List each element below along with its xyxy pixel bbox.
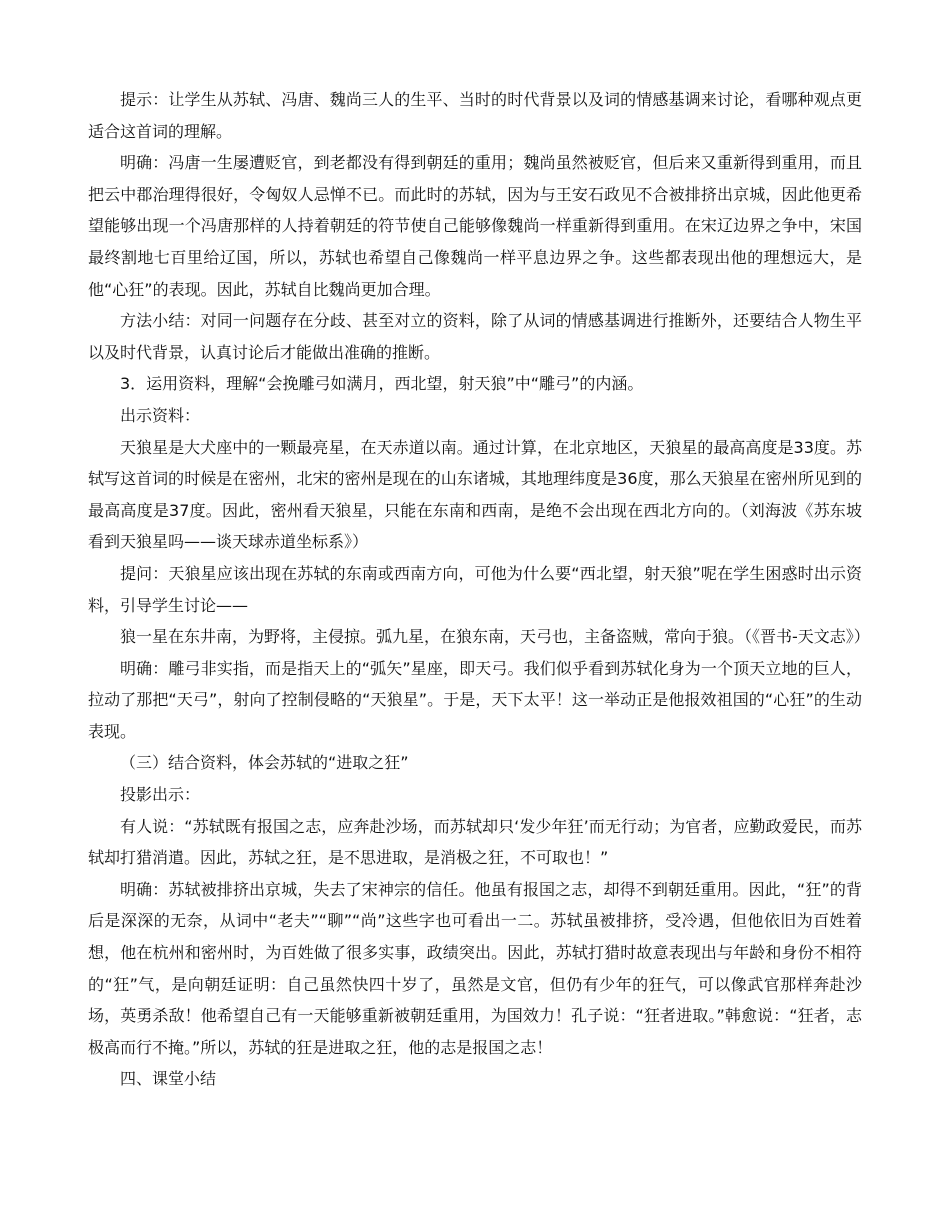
paragraph-show-material: 出示资料： <box>120 405 201 425</box>
section-heading-4: 四、课堂小结 <box>120 1069 217 1089</box>
document-body <box>88 84 870 1095</box>
paragraph-clarification-bow: 明确：雕弓非实指，而是指天上的“弧矢”星座，即天弓。我们似乎看到苏轼化身为一个顶天立地的巨人，拉动了那把“天弓”，射向了控制侵略的“天狼星”。于是，天下太平！这一举动正是他报效祖国的“心狂”的生动表现。 <box>88 658 862 741</box>
paragraph-question: 提问：天狼星应该出现在苏轼的东南或西南方向，可他为什么要“西北望，射天狼”呢在学生困惑时出示资料，引导学生讨论—— <box>88 563 862 615</box>
paragraph-someone-says: 有人说：“苏轼既有报国之志，应奔赴沙场，而苏轼却只‘发少年狂’而无行动；为官者，应勤政爱民，而苏轼却打猎消遣。因此，苏轼之狂，是不思进取，是消极之狂，不可取也！” <box>88 816 862 868</box>
paragraph-task-3: 3．运用资料，理解“会挽雕弓如满月，西北望，射天狼”中“雕弓”的内涵。 <box>120 374 644 394</box>
paragraph-jinshu-quote: 狼一星在东井南，为野将，主侵掠。弧九星，在狼东南，天弓也，主备盗贼，常向于狼。（《晋书-天文志》） <box>120 627 870 647</box>
paragraph-method-summary: 方法小结：对同一问题存在分歧、甚至对立的资料，除了从词的情感基调进行推断外，还要结合人物生平以及时代背景，认真讨论后才能做出准确的推断。 <box>88 311 862 362</box>
paragraph-clarification-feng-tang: 明确：冯唐一生屡遭贬官，到老都没有得到朝廷的重用；魏尚虽然被贬官，但后来又重新得到重用，而且把云中郡治理得很好，令匈奴人忌惮不已。而此时的苏轼，因为与王安石政见不合被排挤出京城，因此他更希望能够出现一个冯唐那样的人持着朝廷的符节使自己能够像魏尚一样重新得到重用。在宋辽边界之争中，宋国最终割地七百里给辽国，所以，苏轼也希望自己像魏尚一样平息边界之争。这些都表现出他的理想远大，是他“心狂”的表现。因此，苏轼自比魏尚更加合理。 <box>88 153 862 299</box>
paragraph-sirius-material: 天狼星是大犬座中的一颗最亮星，在天赤道以南。通过计算，在北京地区，天狼星的最高高度是33度。苏轼写这首词的时候是在密州，北宋的密州是现在的山东诸城，其地理纬度是36度，那么天狼星在密州所见到的最高高度是37度。因此，密州看天狼星，只能在东南和西南，是绝不会出现在西北方向的。（刘海波《苏东坡看到天狼星吗——谈天球赤道坐标系》） <box>88 437 862 552</box>
paragraph-projection: 投影出示： <box>120 785 201 805</box>
paragraph-hint: 提示：让学生从苏轼、冯唐、魏尚三人的生平、当时的时代背景以及词的情感基调来讨论，看哪种观点更适合这首词的理解。 <box>88 90 862 141</box>
section-heading-3: （三）结合资料，体会苏轼的“进取之狂” <box>120 753 409 773</box>
paragraph-clarification-ambition: 明确：苏轼被排挤出京城，失去了宋神宗的信任。他虽有报国之志，却得不到朝廷重用。因此，“狂”的背后是深深的无奈，从词中“老夫”“聊”“尚”这些字也可看出一二。苏轼虽被排挤，受冷遇，但他依旧为百姓着想，他在杭州和密州时，为百姓做了很多实事，政绩突出。因此，苏轼打猎时故意表现出与年龄和身份不相符的“狂”气，是向朝廷证明：自己虽然快四十岁了，虽然是文官，但仍有少年的狂气，可以像武官那样奔赴沙场，英勇杀敌！他希望自己有一天能够重新被朝廷重用，为国效力！孔子说：“狂者进取。”韩愈说：“狂者，志极高而行不掩。”所以，苏轼的狂是进取之狂，他的志是报国之志！ <box>88 879 862 1057</box>
